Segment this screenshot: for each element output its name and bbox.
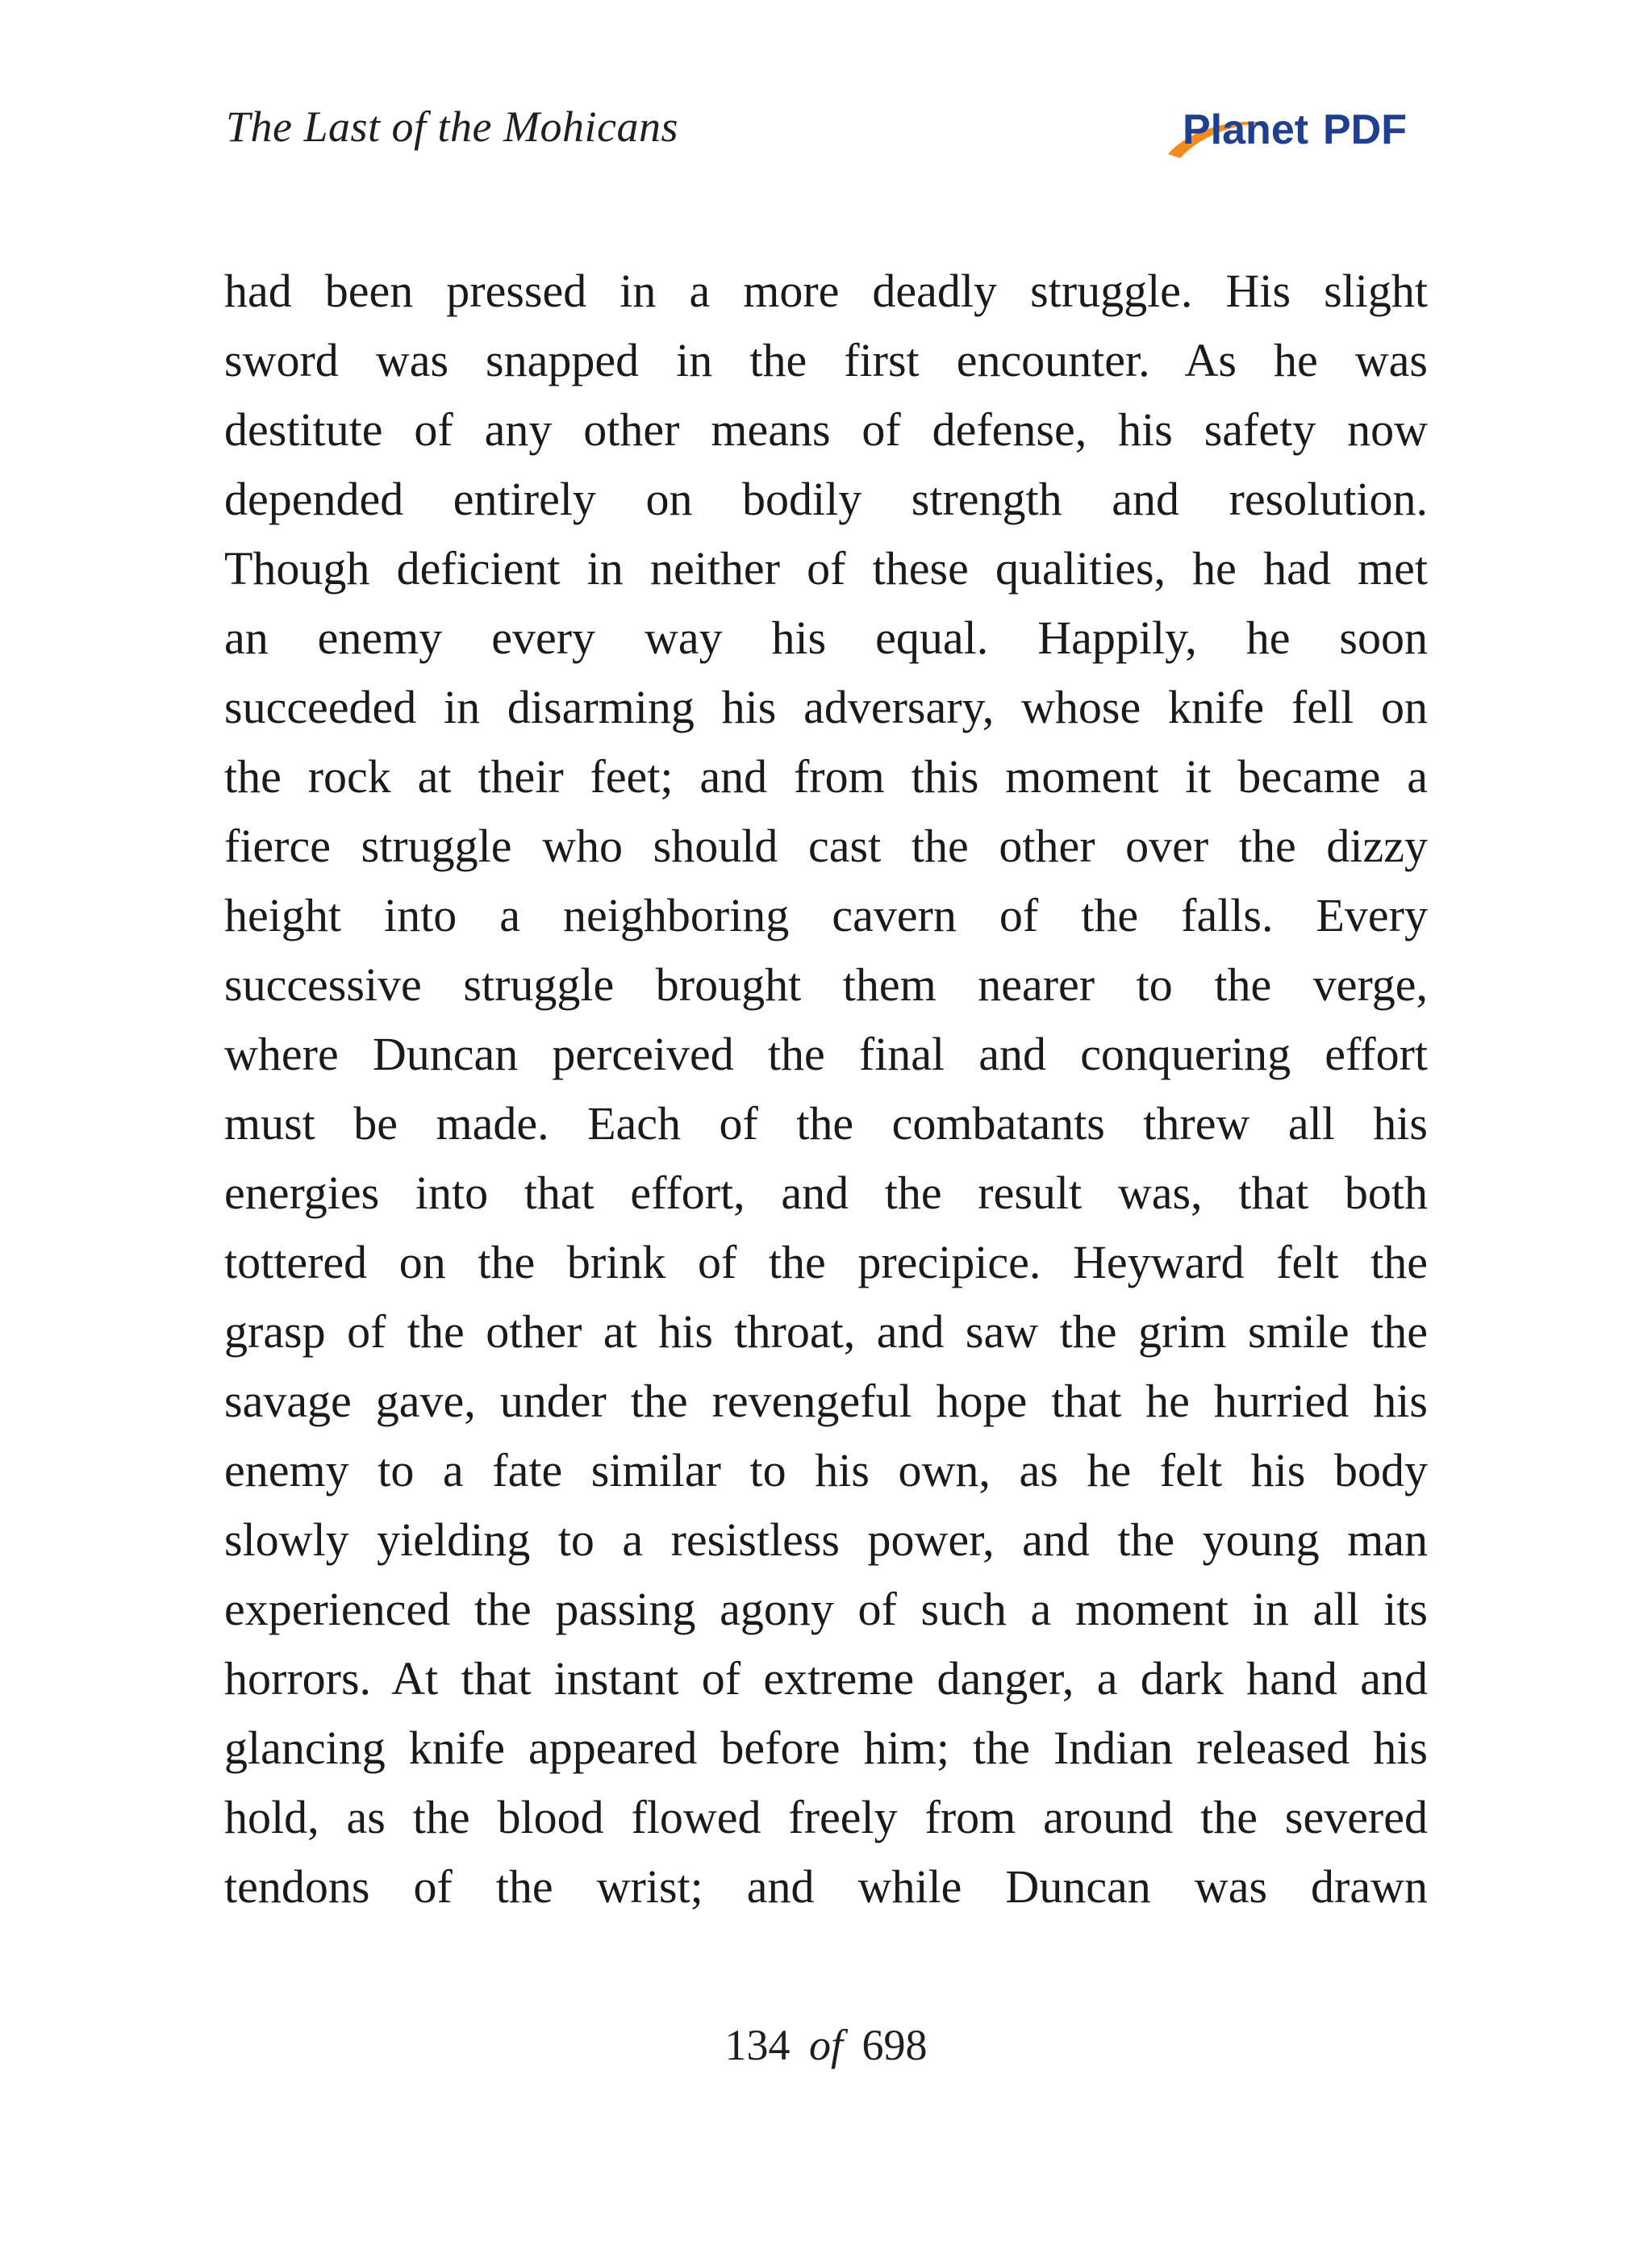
- body-line: an enemy every way his equal. Happily, he soon: [224, 612, 1428, 664]
- body-line: grasp of the other at his throat, and saw the grim smile the: [224, 1305, 1428, 1358]
- body-line: Though deficient in neither of these qualities, he had met: [224, 542, 1428, 595]
- body-line: destitute of any other means of defense, his safety now: [224, 403, 1428, 456]
- body-line: had been pressed in a more deadly struggle. His slight: [224, 265, 1428, 317]
- page-number: [0, 2023, 1652, 2067]
- logo-text-pdf: PDF: [1323, 106, 1407, 153]
- body-line: the rock at their feet; and from this moment it became a: [224, 750, 1428, 803]
- running-title: The Last of the Mohicans: [226, 102, 678, 151]
- current-page-number: 134: [724, 2021, 791, 2069]
- total-page-count: 698: [861, 2021, 928, 2069]
- body-line: hold, as the blood flowed freely from around the severed: [224, 1791, 1428, 1843]
- body-line: depended entirely on bodily strength and resolution.: [224, 473, 1428, 525]
- body-line: experienced the passing agony of such a moment in all its: [224, 1583, 1428, 1635]
- body-line: sword was snapped in the first encounter. As he was: [224, 334, 1428, 386]
- body-line: tottered on the brink of the precipice. Heyward felt the: [224, 1236, 1428, 1288]
- body-line: slowly yielding to a resistless power, and the young man: [224, 1513, 1428, 1566]
- body-line: enemy to a fate similar to his own, as he felt his body: [224, 1444, 1428, 1496]
- body-line: successive struggle brought them nearer to the verge,: [224, 958, 1428, 1011]
- body-line: succeeded in disarming his adversary, whose knife fell on: [224, 681, 1428, 733]
- logo-text-planet: Planet: [1183, 106, 1309, 153]
- body-line: savage gave, under the revengeful hope that he hurried his: [224, 1375, 1428, 1427]
- planet-pdf-logo-icon: [1162, 103, 1420, 169]
- body-text: [224, 257, 1428, 1922]
- body-line: tendons of the wrist; and while Duncan was drawn: [224, 1860, 1428, 1913]
- body-line: glancing knife appeared before him; the Indian released his: [224, 1722, 1428, 1774]
- planet-pdf-logo: [1162, 103, 1420, 169]
- body-line: fierce struggle who should cast the other over the dizzy: [224, 820, 1428, 872]
- body-line: height into a neighboring cavern of the falls. Every: [224, 889, 1428, 941]
- body-line: must be made. Each of the combatants threw all his: [224, 1097, 1428, 1150]
- body-line: energies into that effort, and the result was, that both: [224, 1167, 1428, 1219]
- body-line: horrors. At that instant of extreme danger, a dark hand and: [224, 1652, 1428, 1705]
- page-of-word: of: [808, 2021, 843, 2069]
- body-line: where Duncan perceived the final and conquering effort: [224, 1028, 1428, 1080]
